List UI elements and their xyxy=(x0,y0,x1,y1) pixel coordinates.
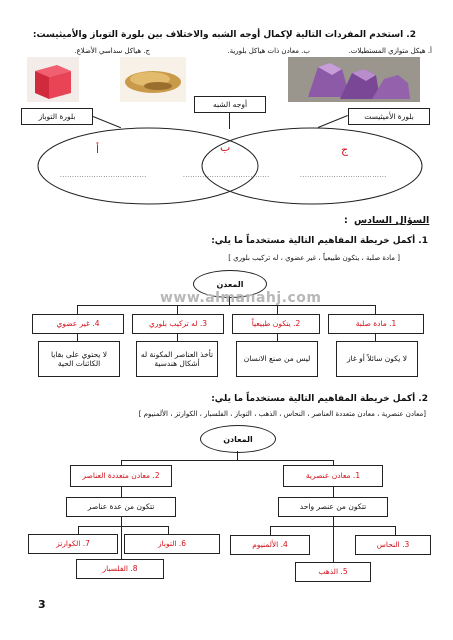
venn-answer-left: أ xyxy=(96,143,100,156)
map1-desc-4: لا يحتوي على بقايا الكائنات الحية xyxy=(38,341,120,377)
q1-word-bank: [ مادة صلبة ، يتكون طبيعياً ، غير عضوي ، له تركيب بلوري ] xyxy=(228,254,400,262)
venn-answer-right: ج xyxy=(341,143,349,156)
map2-desc-left: تتكون من عدة عناصر xyxy=(66,497,176,517)
map2-item-aluminum: 4. الألمنيوم xyxy=(230,535,310,555)
q2-title: 2. استخدم المفردات التالية لإكمال أوجه الشبه والاختلاف بين بلورة التوباز والأميثيست: xyxy=(32,30,416,40)
map2-root: المعادن xyxy=(200,425,276,453)
option-b: ب. معادن ذات هياكل بلورية. xyxy=(227,47,310,55)
map1-desc-3: تأخذ العناصر المكونة له أشكال هندسية xyxy=(136,341,218,377)
map1-node-4: 4. غير عضوي xyxy=(32,314,124,334)
similarity-label: أوجه الشبه xyxy=(194,96,266,113)
venn-blank-left[interactable]: .................................... xyxy=(60,172,147,179)
venn-blank-middle[interactable]: .................................... xyxy=(183,172,270,179)
watermark: www.almanahj.com xyxy=(160,290,322,306)
map2-item-feldspar: 8. الفلسبار xyxy=(76,559,164,579)
map1-node-3: 3. له تركيب بلوري xyxy=(132,314,224,334)
map2-item-quartz: 7. الكوارتز xyxy=(28,534,118,554)
option-a: أ. هيكل متوازي المستطيلات. xyxy=(348,47,432,55)
map2-branch-right: 1. معادن عنصرية xyxy=(283,465,383,487)
section6-title: السؤال السادس xyxy=(354,215,430,226)
map2-branch-left: 2. معادن متعددة العناصر xyxy=(70,465,172,487)
page-number: 3 xyxy=(38,598,46,611)
map2-desc-right: تتكون من عنصر واحد xyxy=(278,497,388,517)
amethyst-crystal-image xyxy=(288,57,420,102)
topaz-crystal-image xyxy=(27,57,79,102)
map1-node-1: 1. مادة صلبة xyxy=(328,314,424,334)
map2-item-topaz: 6. التوباز xyxy=(124,534,220,554)
map2-item-gold: 5. الذهب xyxy=(295,562,371,582)
venn-answer-middle: ب xyxy=(220,141,231,154)
q2b-title: 2. أكمل خريطة المفاهيم التالية مستخدماً ما يلي: xyxy=(211,394,428,404)
topaz-label: بلورة التوباز xyxy=(21,108,93,125)
amethyst-label: بلورة الأميثيست xyxy=(348,108,430,125)
map1-desc-2: ليس من صنع الانسان xyxy=(236,341,318,377)
q2b-word-bank: [معادن عنصرية ، معادن متعددة العناصر ، النحاس ، الذهب ، التوباز ، الفلسبار ، الكوارتز ، الألمنيوم ] xyxy=(138,410,426,418)
map1-node-2: 2. يتكون طبيعياً xyxy=(232,314,320,334)
venn-blank-right[interactable]: .................................... xyxy=(300,172,387,179)
option-c: ج. هياكل سداسي الأضلاع. xyxy=(74,47,150,55)
map2-item-copper: 3. النحاس xyxy=(355,535,431,555)
section6-colon: : xyxy=(344,215,348,226)
venn-diagram xyxy=(36,126,426,206)
map1-root: المعدن xyxy=(193,270,267,298)
map1-desc-1: لا يكون سائلاً أو غاز xyxy=(336,341,418,377)
mineral-rock-image xyxy=(120,57,186,102)
q1-title: 1. أكمل خريطة المفاهيم التالية مستخدماً ما يلي: xyxy=(211,236,428,246)
